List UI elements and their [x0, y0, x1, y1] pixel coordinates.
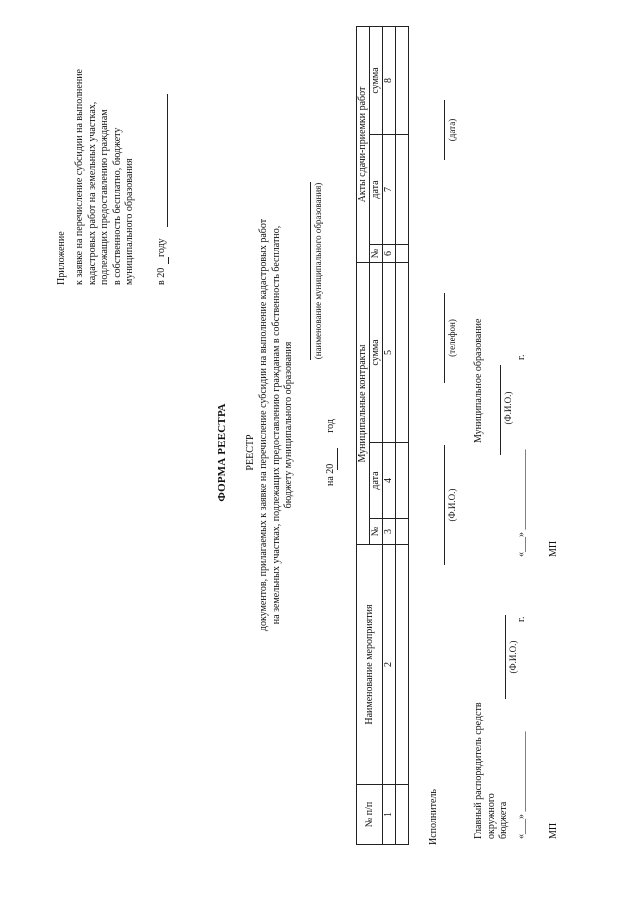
distributor-date: «___» ________________ [516, 731, 527, 839]
distributor-year-suffix: г. [516, 616, 527, 622]
appendix-text [74, 69, 137, 285]
register-year-blank [337, 448, 338, 470]
form-title: ФОРМА РЕЕСТРА [216, 403, 228, 502]
appendix-year-suffix: году [156, 238, 167, 257]
distributor-label-line: бюджета [498, 801, 509, 839]
empty-cell [396, 519, 409, 545]
sub-header-date: дата [370, 134, 383, 244]
register-description-line: на земельных участках, подлежащих предоставлению гражданам в собственность бесплатно, [270, 225, 282, 625]
sub-header-num: № [370, 244, 383, 262]
mo-name-line [310, 182, 311, 360]
mo-name-caption: (наименование муниципального образования) [313, 182, 323, 360]
sub-header-num: № [370, 519, 383, 545]
table-empty-row [396, 26, 409, 844]
empty-cell [396, 785, 409, 845]
executor-fio-caption: (Ф.И.О.) [447, 488, 457, 522]
distributor-label [473, 679, 511, 839]
appendix-line: в собственность бесплатно, бюджету [111, 127, 123, 285]
sub-header-sum: сумма [370, 26, 383, 134]
index-cell: 3 [383, 519, 396, 545]
distributor-fio-line [505, 615, 506, 699]
col-group-contracts: Муниципальные контракты [357, 262, 370, 544]
register-description-line: документов, прилагаемых к заявке на перечисление субсидии на выполнение кадастровых работ [258, 218, 269, 632]
empty-cell [396, 262, 409, 442]
index-cell: 1 [383, 785, 396, 845]
empty-cell [396, 244, 409, 262]
col-group-acts: Акты сдачи-приемки работ [357, 26, 370, 262]
index-cell: 5 [383, 262, 396, 442]
index-cell: 8 [383, 26, 396, 134]
mo-date: «___» ________________ [516, 449, 527, 557]
table-index-row [383, 26, 396, 844]
mo-fio-line [500, 365, 501, 455]
index-cell: 2 [383, 545, 396, 785]
mo-signature-label: Муниципальное образование [473, 318, 484, 443]
appendix-year-prefix: в 20 [156, 267, 167, 285]
distributor-fio-caption: (Ф.И.О.) [508, 640, 518, 674]
appendix-line: кадастровых работ на земельных участках, [86, 101, 98, 285]
index-cell: 4 [383, 443, 396, 519]
col-header-num: № п/п [357, 785, 383, 845]
empty-cell [396, 545, 409, 785]
sub-header-date: дата [370, 443, 383, 519]
register-date-year-word: год [325, 419, 336, 433]
mo-year-suffix: г. [516, 354, 527, 360]
empty-cell [396, 443, 409, 519]
appendix-year-blank [168, 257, 169, 264]
executor-phone-caption: (телефон) [447, 319, 457, 357]
executor-date-caption: (дата) [447, 118, 457, 142]
register-date-row [325, 0, 338, 905]
empty-cell [396, 26, 409, 134]
distributor-label-line: Главный распорядитель средств окружного [473, 702, 497, 839]
mo-stamp-place: МП [548, 540, 559, 557]
appendix-label: Приложение [56, 231, 67, 285]
executor-phone-line [444, 293, 445, 383]
appendix-line: муниципального образования [124, 158, 135, 285]
register-description [258, 175, 296, 675]
register-date-prefix: на 20 [325, 463, 336, 486]
table-header-row [357, 26, 370, 844]
index-cell: 6 [383, 244, 396, 262]
index-cell: 7 [383, 134, 396, 244]
appendix-line: к заявке на перечисление субсидии на выполнение [74, 69, 85, 285]
distributor-stamp-place: МП [548, 822, 559, 839]
appendix-line: подлежащих предоставлению гражданам [99, 109, 110, 285]
appendix-rule [167, 94, 168, 227]
col-header-name: Наименование мероприятия [357, 545, 383, 785]
executor-fio-line [444, 445, 445, 565]
register-table [356, 26, 409, 845]
register-title: РЕЕСТР [245, 434, 256, 471]
empty-cell [396, 134, 409, 244]
executor-label: Исполнитель [428, 789, 439, 845]
executor-date-line [444, 100, 445, 160]
mo-fio-caption: (Ф.И.О.) [503, 391, 513, 425]
sub-header-sum: сумма [370, 262, 383, 442]
register-description-line: бюджету муниципального образования [283, 341, 294, 509]
